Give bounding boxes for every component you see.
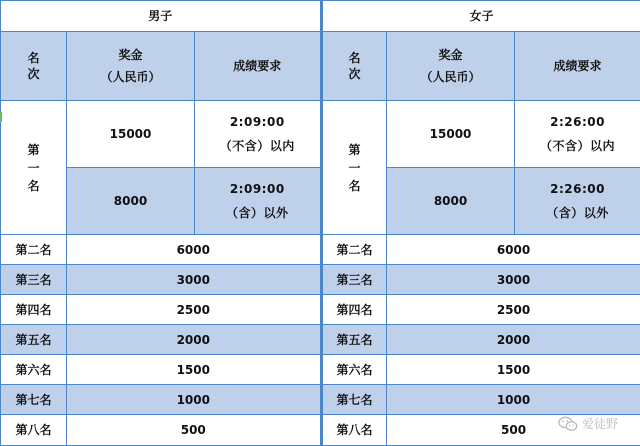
rank-char: 名 — [3, 177, 64, 195]
watermark-text: 爱徒野 — [582, 415, 618, 432]
men-first-requirement-a — [195, 101, 321, 168]
women-rank-amount: 1000 — [387, 385, 640, 415]
women-rank-amount: 6000 — [387, 235, 640, 265]
women-rank-amount: 3000 — [387, 265, 640, 295]
women-prize-header — [387, 32, 515, 101]
men-rank-label: 第三名 — [1, 265, 67, 295]
men-rank-label: 第八名 — [1, 415, 67, 446]
column-header-row — [1, 32, 640, 101]
men-first-prize-b: 8000 — [67, 168, 195, 235]
men-rank-label: 第四名 — [1, 295, 67, 325]
time-note: （不含）以内 — [517, 138, 638, 154]
women-rank-label: 第四名 — [323, 295, 387, 325]
rank-char: 名 — [325, 177, 384, 195]
rank-row — [1, 295, 640, 325]
selection-marker — [0, 112, 2, 122]
rank-char: 第 — [325, 141, 384, 159]
men-rank-header — [1, 32, 67, 101]
watermark — [558, 415, 618, 432]
women-rank-amount: 2500 — [387, 295, 640, 325]
prize-header-line: （人民币） — [69, 69, 192, 85]
rank-char: 一 — [325, 159, 384, 177]
men-rank-label: 第五名 — [1, 325, 67, 355]
men-requirement-header: 成绩要求 — [195, 32, 321, 101]
first-place-row-b — [1, 168, 640, 235]
rank-char: 一 — [3, 159, 64, 177]
prize-header-line: 奖金 — [69, 47, 192, 63]
men-rank-amount: 1000 — [67, 385, 321, 415]
wechat-icon — [558, 416, 578, 432]
women-rank-label: 第八名 — [323, 415, 387, 446]
women-first-requirement-b — [515, 168, 640, 235]
men-rank-label: 第六名 — [1, 355, 67, 385]
men-rank-amount: 3000 — [67, 265, 321, 295]
women-rank-label: 第七名 — [323, 385, 387, 415]
men-rank-amount: 2000 — [67, 325, 321, 355]
prize-header-line: 奖金 — [389, 47, 512, 63]
men-first-requirement-b — [195, 168, 321, 235]
women-rank-label: 第三名 — [323, 265, 387, 295]
rank-row — [1, 415, 640, 446]
time-value: 2:09:00 — [197, 114, 318, 130]
men-first-prize-a: 15000 — [67, 101, 195, 168]
rank-row — [1, 235, 640, 265]
gender-header-row — [1, 1, 640, 32]
men-rank-label: 第七名 — [1, 385, 67, 415]
women-rank-amount: 500 — [387, 415, 640, 446]
men-first-rank — [1, 101, 67, 235]
women-header: 女子 — [323, 1, 640, 32]
time-value: 2:09:00 — [197, 181, 318, 197]
women-rank-label: 第六名 — [323, 355, 387, 385]
men-rank-amount: 6000 — [67, 235, 321, 265]
time-note: （不含）以内 — [197, 138, 318, 154]
men-rank-amount: 500 — [67, 415, 321, 446]
time-note: （含）以外 — [517, 205, 638, 221]
men-prize-header — [67, 32, 195, 101]
women-first-rank — [323, 101, 387, 235]
women-first-requirement-a — [515, 101, 640, 168]
rank-row — [1, 385, 640, 415]
men-rank-label: 第二名 — [1, 235, 67, 265]
men-rank-amount: 2500 — [67, 295, 321, 325]
women-rank-amount: 1500 — [387, 355, 640, 385]
rank-char: 第 — [3, 141, 64, 159]
rank-header-line: 次 — [3, 66, 64, 82]
women-rank-amount: 2000 — [387, 325, 640, 355]
rank-row — [1, 265, 640, 295]
rank-row — [1, 355, 640, 385]
time-value: 2:26:00 — [517, 181, 638, 197]
women-first-prize-a: 15000 — [387, 101, 515, 168]
women-first-prize-b: 8000 — [387, 168, 515, 235]
rank-header-line: 次 — [325, 66, 384, 82]
women-rank-label: 第五名 — [323, 325, 387, 355]
time-note: （含）以外 — [197, 205, 318, 221]
time-value: 2:26:00 — [517, 114, 638, 130]
women-requirement-header: 成绩要求 — [515, 32, 640, 101]
rank-row — [1, 325, 640, 355]
men-header: 男子 — [1, 1, 321, 32]
first-place-row-a — [1, 101, 640, 168]
women-rank-header — [323, 32, 387, 101]
rank-header-line: 名 — [3, 50, 64, 66]
rank-header-line: 名 — [325, 50, 384, 66]
women-rank-label: 第二名 — [323, 235, 387, 265]
prize-header-line: （人民币） — [389, 69, 512, 85]
men-rank-amount: 1500 — [67, 355, 321, 385]
